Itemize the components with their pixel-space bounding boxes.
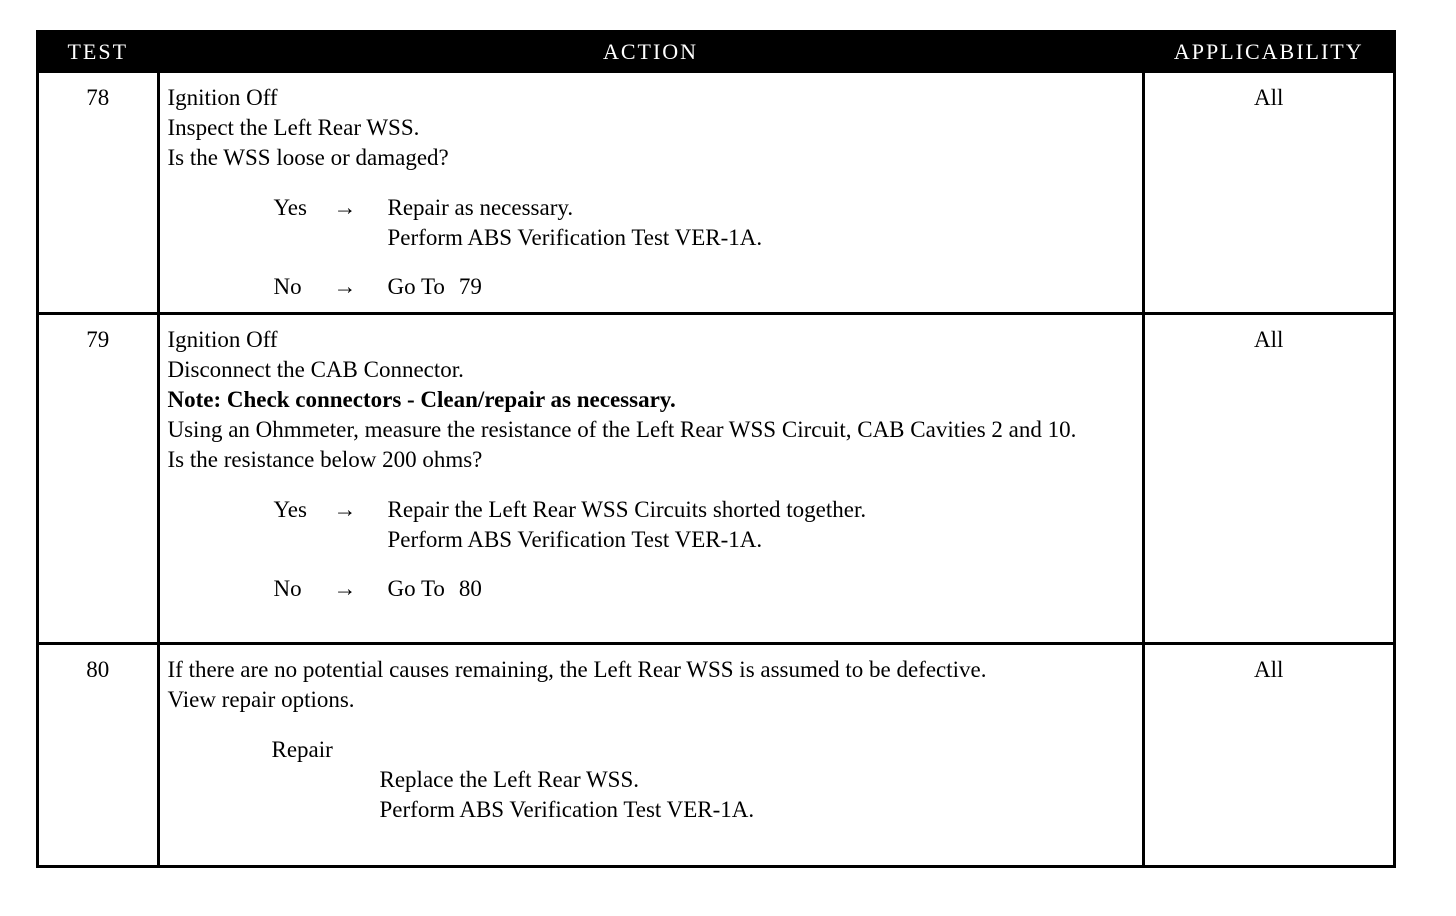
column-header-action: ACTION [158,33,1143,72]
column-header-applicability: APPLICABILITY [1143,33,1393,72]
arrow-right-icon: → [333,274,357,299]
action-line: View repair options. [167,687,355,712]
table-header-row [39,33,1393,72]
no-branch [274,272,1134,302]
no-branch [274,574,1134,604]
applicability-value: All [1143,314,1393,644]
repair-step: Perform ABS Verification Test VER-1A. [379,797,755,822]
yes-result-line: Perform ABS Verification Test VER-1A. [387,527,763,552]
yes-branch [274,495,1134,555]
table-row-test-78 [39,72,1393,314]
table-row-test-79 [39,314,1393,644]
action-cell [158,644,1143,865]
diagnostic-test-table [39,33,1393,865]
arrow-right-icon: → [333,195,357,220]
arrow-right-icon: → [333,497,357,522]
goto-target: 80 [458,576,482,601]
table-row-test-80 [39,644,1393,865]
action-question: Is the WSS loose or damaged? [167,145,449,170]
yes-label: Yes [273,497,307,522]
yes-result-line: Perform ABS Verification Test VER-1A. [387,225,763,250]
goto-label: Go To [387,576,445,601]
test-number: 80 [39,644,158,865]
repair-step: Replace the Left Rear WSS. [379,767,640,792]
yes-label: Yes [273,195,307,220]
action-paragraph: Using an Ohmmeter, measure the resistance of the Left Rear WSS Circuit, CAB Cavities 2 and 10. [167,417,1077,442]
test-number: 78 [39,72,158,314]
applicability-value: All [1143,644,1393,865]
action-question: Is the resistance below 200 ohms? [167,447,483,472]
action-line: Disconnect the CAB Connector. [167,357,464,382]
yes-result-line: Repair as necessary. [387,195,574,220]
yes-branch [274,193,1134,253]
column-header-test: TEST [39,33,158,72]
action-note: Note: Check connectors - Clean/repair as necessary. [167,387,676,412]
no-label: No [273,274,302,299]
repair-label: Repair [271,737,333,762]
no-label: No [273,576,302,601]
diagnostic-table-frame [36,30,1396,868]
action-line: Ignition Off [167,327,278,352]
action-line: Inspect the Left Rear WSS. [167,115,420,140]
action-cell [158,314,1143,644]
action-cell [158,72,1143,314]
yes-result-line: Repair the Left Rear WSS Circuits shorted together. [387,497,867,522]
goto-label: Go To [387,274,445,299]
no-result [388,574,1134,604]
arrow-right-icon: → [333,576,357,601]
goto-target: 79 [458,274,482,299]
no-result [388,272,1134,302]
test-number: 79 [39,314,158,644]
action-paragraph: If there are no potential causes remaining, the Left Rear WSS is assumed to be defective. [167,657,987,682]
yes-result [388,495,1134,555]
action-line: Ignition Off [167,85,278,110]
yes-result [388,193,1134,253]
applicability-value: All [1143,72,1393,314]
